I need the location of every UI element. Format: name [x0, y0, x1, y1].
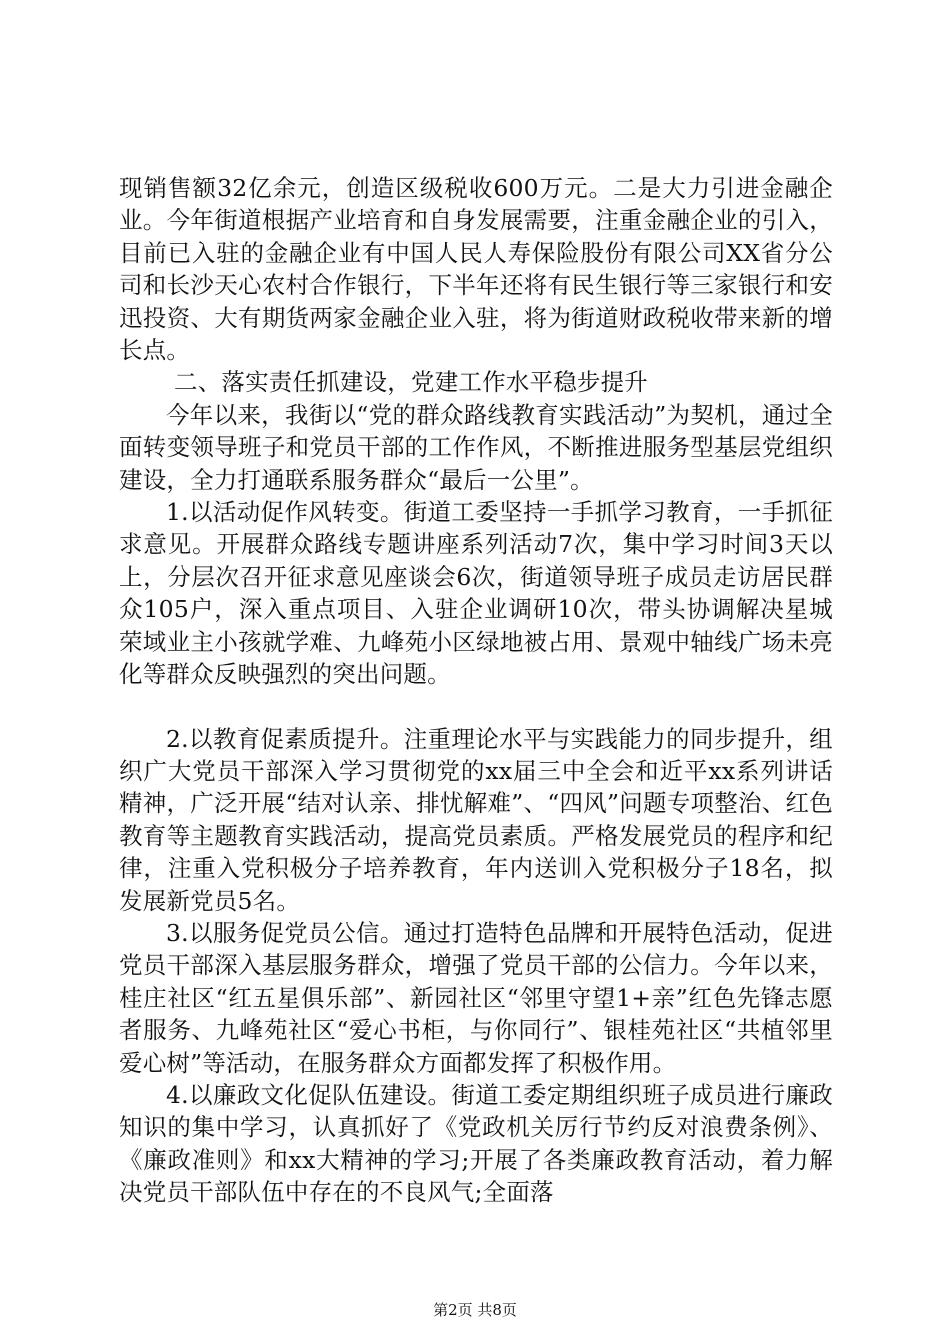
paragraph-item-4-integrity: 4.以廉政文化促队伍建设。街道工委定期组织班子成员进行廉政知识的集中学习，认真抓好了《党政机关厉行节约反对浪费条例》、《廉政准则》和xx大精神的学习;开展了各类廉政教育活动，着力解决党员干部队伍中存在的不良风气;全面落	[119, 1080, 833, 1207]
paragraph-item-2-education: 2.以教育促素质提升。注重理论水平与实践能力的同步提升，组织广大党员干部深入学习贯彻党的xx届三中全会和近平xx系列讲话精神，广泛开展“结对认亲、排忧解难”、“四风”问题专项整治、红色教育等主题教育实践活动，提高党员素质。严格发展党员的程序和纪律，注重入党积极分子培养教育，年内送训入党积极分子18名，拟发展新党员5名。	[119, 724, 833, 915]
blank-line	[119, 691, 833, 723]
page-number-footer: 第2页 共8页	[433, 1301, 517, 1319]
document-body	[119, 172, 833, 1209]
section-heading-party-building: 二、落实责任抓建设，党建工作水平稳步提升	[174, 368, 648, 397]
paragraph-item-1-activities: 1.以活动促作风转变。街道工委坚持一手抓学习教育，一手抓征求意见。开展群众路线专题讲座系列活动7次，集中学习时间3天以上，分层次召开征求意见座谈会6次，街道领导班子成员走访居民群众105户，深入重点项目、入驻企业调研10次，带头协调解决星城荣域业主小孩就学难、九峰苑小区绿地被占用、景观中轴线广场未亮化等群众反映强烈的突出问题。	[119, 498, 833, 689]
paragraph-item-3-service: 3.以服务促党员公信。通过打造特色品牌和开展特色活动，促进党员干部深入基层服务群众，增强了党员干部的公信力。今年以来，桂庄社区“红五星俱乐部”、新园社区“邻里守望1+亲”红色先锋志愿者服务、九峰苑社区“爱心书柜，与你同行”、银桂苑社区“共植邻里爱心树”等活动，在服务群众方面都发挥了积极作用。	[119, 918, 833, 1077]
paragraph-mass-line-intro: 今年以来，我街以“党的群众路线教育实践活动”为契机，通过全面转变领导班子和党员干部的工作作风，不断推进服务型基层党组织建设，全力打通联系服务群众“最后一公里”。	[119, 400, 833, 494]
paragraph-sales-finance: 现销售额32亿余元，创造区级税收600万元。二是大力引进金融企业。今年街道根据产业培育和自身发展需要，注重金融企业的引入，目前已入驻的金融企业有中国人民人寿保险股份有限公司XX省分公司和长沙天心农村合作银行，下半年还将有民生银行等三家银行和安迅投资、大有期货两家金融企业入驻，将为街道财政税收带来新的增长点。	[119, 174, 833, 365]
